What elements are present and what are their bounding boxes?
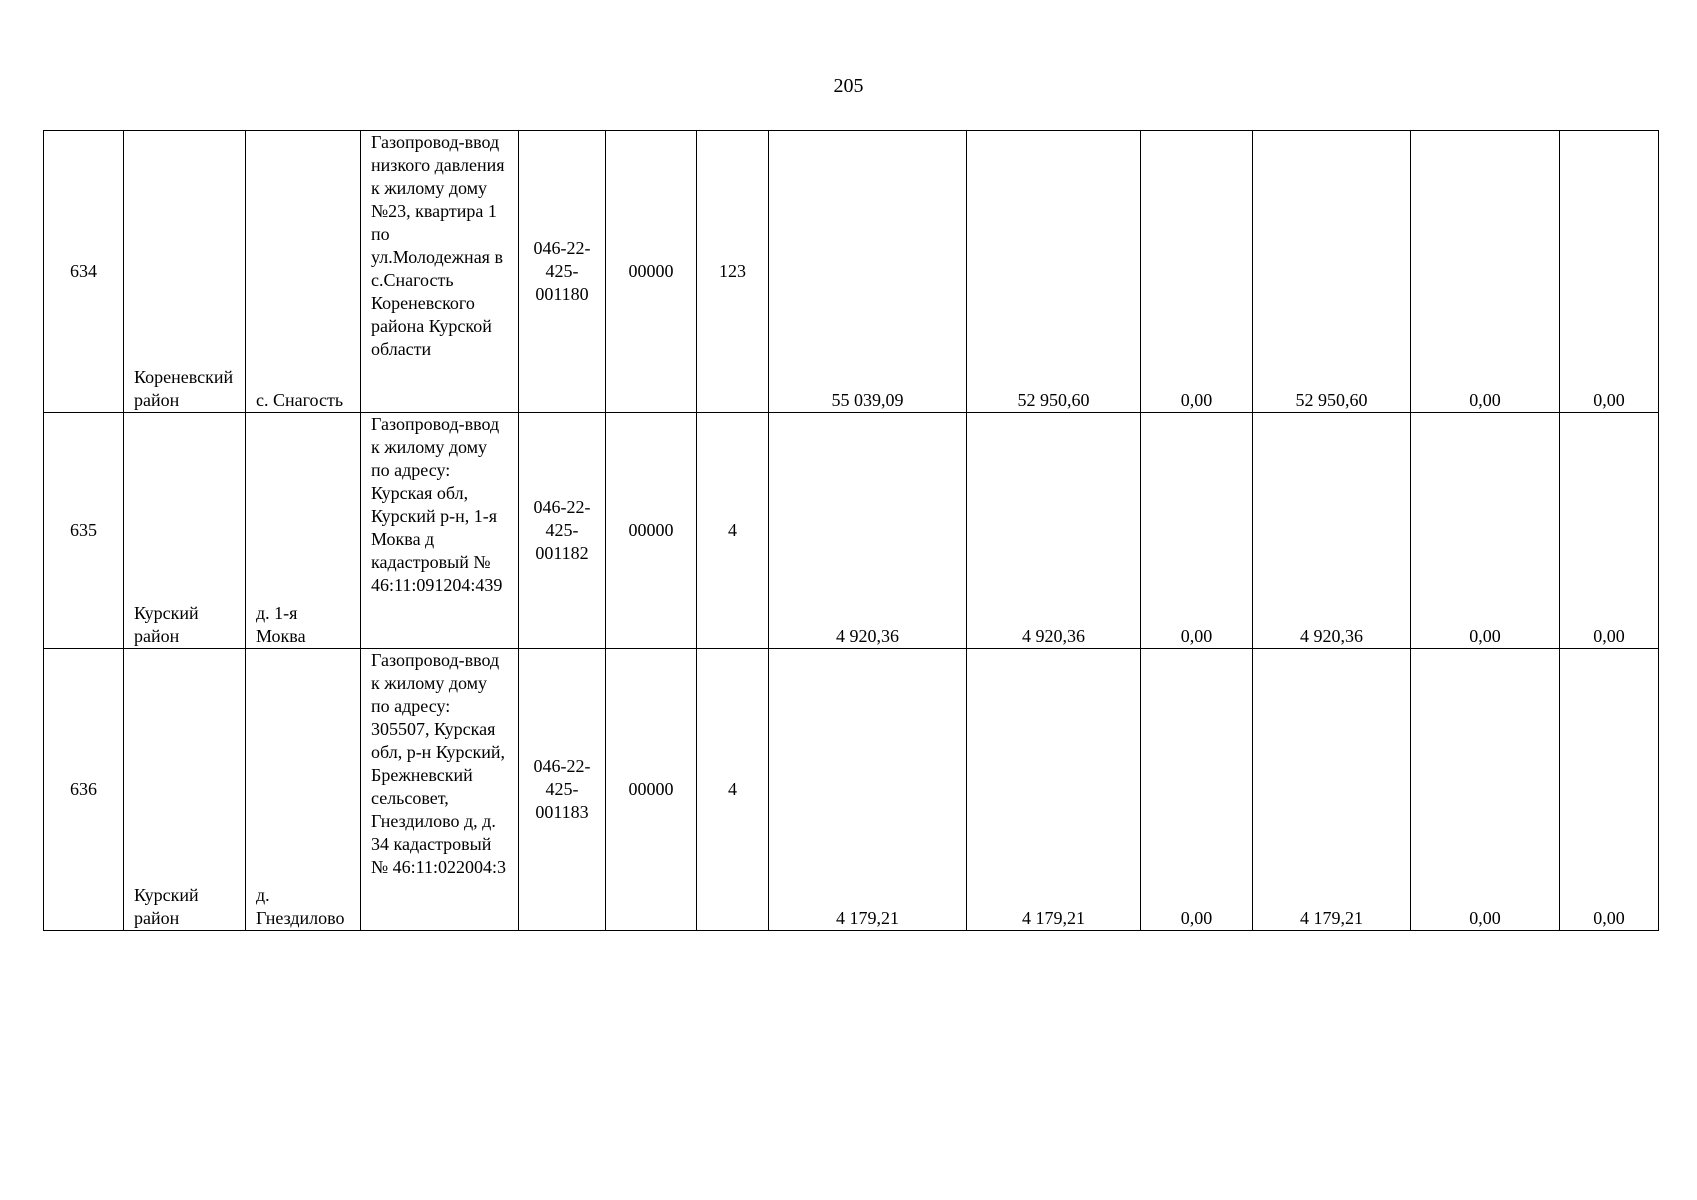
district-cell: Кореневский район xyxy=(124,131,246,413)
row-number: 636 xyxy=(44,649,124,931)
value-cell-1: 4 179,21 xyxy=(769,649,967,931)
value-cell-2: 4 179,21 xyxy=(967,649,1141,931)
value-cell-6: 0,00 xyxy=(1560,649,1659,931)
object-name-cell: Газопровод-ввод низкого давления к жилому дому №23, квартира 1 по ул.Молодежная в с.Снагость Кореневского района Курской области xyxy=(361,131,519,413)
quantity-cell: 4 xyxy=(697,413,769,649)
sub-code-cell: 00000 xyxy=(606,131,697,413)
registry-table xyxy=(43,130,1659,931)
value-cell-4: 4 920,36 xyxy=(1253,413,1411,649)
value-cell-6: 0,00 xyxy=(1560,131,1659,413)
settlement-cell: д. 1-я Моква xyxy=(246,413,361,649)
value-cell-4: 4 179,21 xyxy=(1253,649,1411,931)
value-cell-5: 0,00 xyxy=(1411,131,1560,413)
value-cell-5: 0,00 xyxy=(1411,413,1560,649)
quantity-cell: 4 xyxy=(697,649,769,931)
table-row xyxy=(44,131,1659,413)
settlement-cell: д. Гнездилово xyxy=(246,649,361,931)
object-name-cell: Газопровод-ввод к жилому дому по адресу: 305507, Курская обл, р-н Курский, Брежневский сельсовет, Гнездилово д, д. 34 кадастровый № 46:11:022004:3 xyxy=(361,649,519,931)
table-row xyxy=(44,413,1659,649)
district-cell: Курский район xyxy=(124,649,246,931)
quantity-cell: 123 xyxy=(697,131,769,413)
inventory-code-cell: 046-22-425-001183 xyxy=(519,649,606,931)
value-cell-4: 52 950,60 xyxy=(1253,131,1411,413)
value-cell-6: 0,00 xyxy=(1560,413,1659,649)
row-number: 635 xyxy=(44,413,124,649)
value-cell-2: 4 920,36 xyxy=(967,413,1141,649)
value-cell-3: 0,00 xyxy=(1141,649,1253,931)
sub-code-cell: 00000 xyxy=(606,649,697,931)
settlement-cell: с. Снагость xyxy=(246,131,361,413)
page-number: 205 xyxy=(833,75,864,97)
value-cell-5: 0,00 xyxy=(1411,649,1560,931)
value-cell-1: 4 920,36 xyxy=(769,413,967,649)
table-row xyxy=(44,649,1659,931)
value-cell-1: 55 039,09 xyxy=(769,131,967,413)
inventory-code-cell: 046-22-425-001182 xyxy=(519,413,606,649)
sub-code-cell: 00000 xyxy=(606,413,697,649)
district-cell: Курский район xyxy=(124,413,246,649)
row-number: 634 xyxy=(44,131,124,413)
object-name-cell: Газопровод-ввод к жилому дому по адресу: Курская обл, Курский р-н, 1-я Моква д кадастровый № 46:11:091204:439 xyxy=(361,413,519,649)
inventory-code-cell: 046-22-425-001180 xyxy=(519,131,606,413)
value-cell-2: 52 950,60 xyxy=(967,131,1141,413)
value-cell-3: 0,00 xyxy=(1141,131,1253,413)
value-cell-3: 0,00 xyxy=(1141,413,1253,649)
